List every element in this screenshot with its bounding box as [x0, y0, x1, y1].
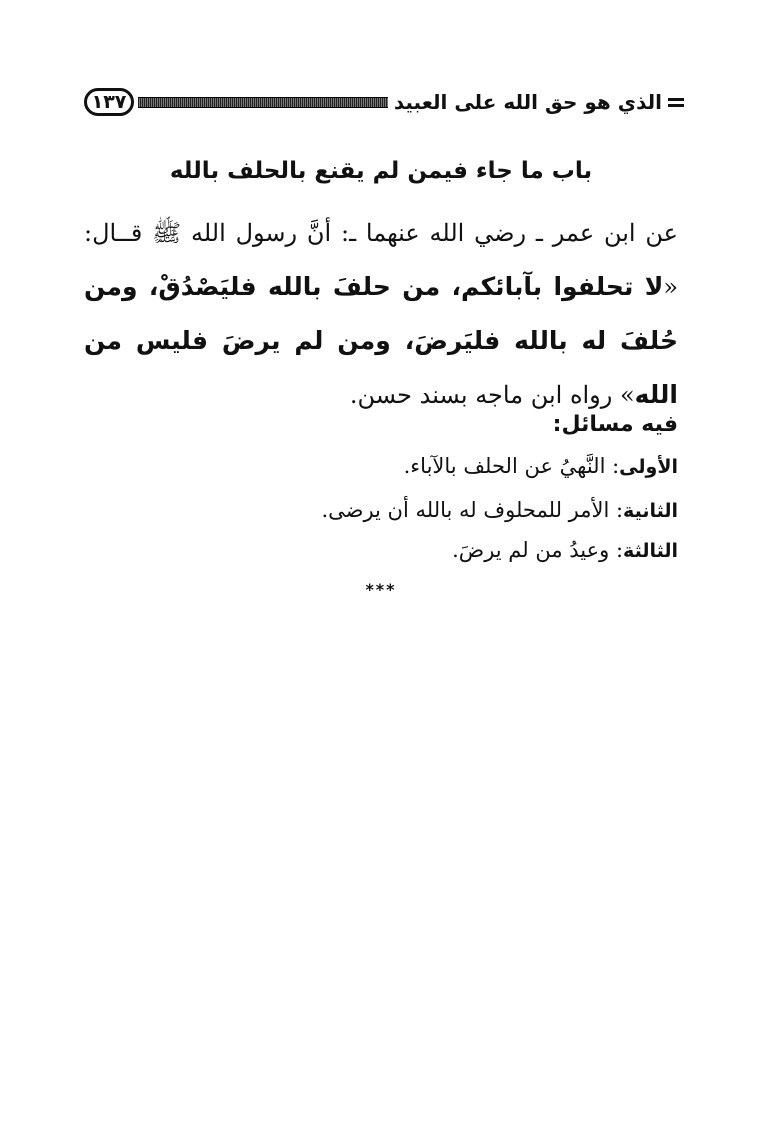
page-header: [84, 84, 684, 120]
title-marker-icon: [668, 98, 684, 107]
issue-item: [84, 538, 678, 562]
header-rule: [138, 97, 388, 108]
issue-label: الثالثة: [623, 540, 678, 562]
chapter-title: باب ما جاء فيمن لم يقنع بالحلف بالله: [169, 158, 593, 184]
issue-label: الثانية: [623, 500, 678, 522]
issue-text: : الأمر للمحلوف له بالله أن يرضى.: [321, 498, 624, 522]
issue-label: الأولى: [619, 456, 678, 478]
hadith-intro: عن ابن عمر ـ رضي الله عنهما ـ: أنَّ رسول الله ﷺ قــال: «: [84, 219, 678, 301]
page-number-badge: ١٣٧: [84, 88, 134, 116]
hadith-paragraph: [84, 206, 678, 422]
issue-text: : النَّهيُ عن الحلف بالآباء.: [403, 454, 620, 478]
issues-heading: فيه مسائل:: [552, 412, 678, 437]
hadith-quote: لا تحلفوا بآبائكم، من حلفَ بالله فليَصْدُقْ، ومن حُلفَ له بالله فليَرضَ، ومن لم يرضَ فليس من الله: [84, 272, 678, 409]
section-separator: ***: [365, 580, 397, 599]
hadith-outro: » رواه ابن ماجه بسند حسن.: [349, 381, 635, 409]
running-title: الذي هو حق الله على العبيد: [393, 90, 662, 114]
issue-text: : وعيدُ من لم يرضَ.: [452, 538, 624, 562]
issue-item: [84, 498, 678, 522]
issue-item: [84, 454, 678, 478]
